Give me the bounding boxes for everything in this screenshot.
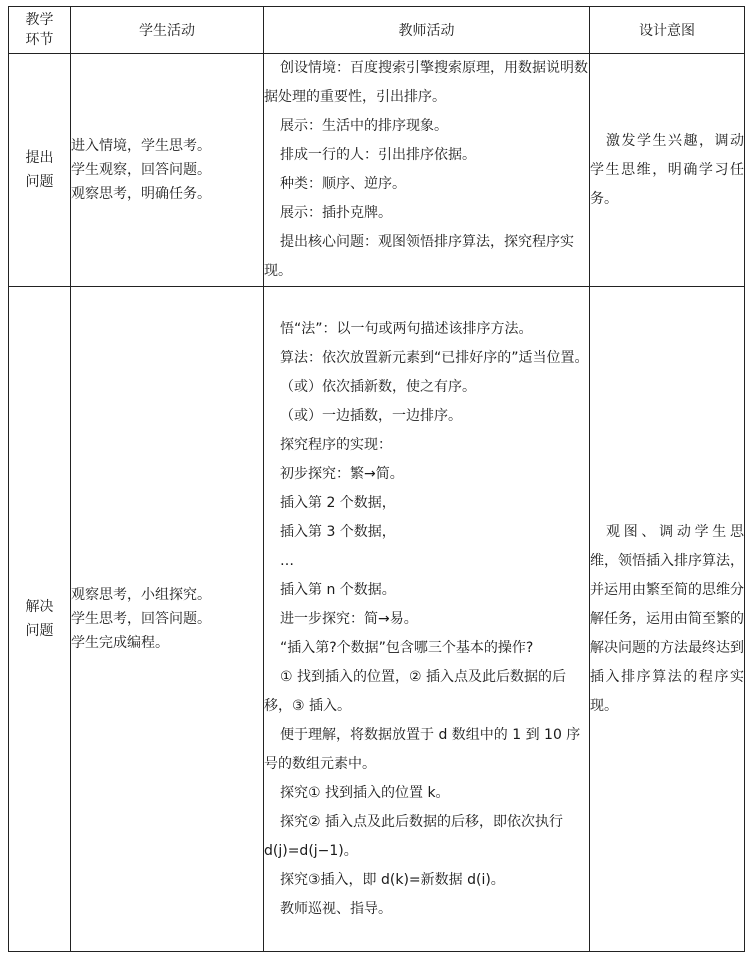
teacher-activity-line: 展示：生活中的排序现象。 (280, 118, 448, 134)
teacher-activity-line: 探究① 找到插入的位置 k。 (280, 784, 450, 801)
stage-cell: 提出 问题 (9, 54, 71, 287)
teacher-activity-line: 插入第 3 个数据， (280, 523, 396, 540)
teacher-activity-line: 便于理解，将数据放置于 d 数组中的 1 到 10 序号的数组元素中。 (264, 726, 581, 772)
table-row (9, 54, 745, 287)
teacher-activity-line: 探究② 插入点及此后数据的后移，即依次执行 d(j)=d(j−1)。 (264, 813, 563, 859)
teacher-activity-line: 初步探究：繁→简。 (280, 465, 404, 482)
teacher-activity-line: 探究程序的实现： (280, 436, 392, 453)
teacher-activity-line: 提出核心问题：观图领悟排序算法，探究程序实现。 (264, 234, 574, 279)
lesson-plan-table (8, 6, 745, 952)
table-row (9, 287, 745, 952)
teacher-activity-line: 排成一行的人：引出排序依据。 (280, 147, 476, 163)
teacher-activity-line: 创设情境：百度搜索引擎搜索原理，用数据说明数据处理的重要性，引出排序。 (264, 60, 588, 105)
header-student: 学生活动 (71, 7, 264, 54)
teacher-activity-line: 进一步探究：简→易。 (280, 610, 418, 627)
header-row (9, 7, 745, 54)
stage-cell: 解决 问题 (9, 287, 71, 952)
teacher-activity-line: ① 找到插入的位置，② 插入点及此后数据的后移，③ 插入。 (264, 668, 567, 714)
design-intent-cell (590, 287, 745, 952)
teacher-activity-line: （或）一边插数，一边排序。 (280, 407, 462, 424)
student-activity-line: 观察思考，小组探究。 (71, 587, 211, 603)
design-intent-cell (590, 54, 745, 287)
teacher-activity-line: 教师巡视、指导。 (280, 900, 392, 917)
student-activity-line: 观察思考，明确任务。 (71, 186, 211, 202)
teacher-activity-line: 插入第 2 个数据， (280, 494, 396, 511)
teacher-activity-line: 种类：顺序、逆序。 (280, 176, 406, 192)
student-activity-cell (71, 287, 264, 952)
header-stage: 教学 环节 (9, 7, 71, 54)
teacher-activity-line: 悟“法”：以一句或两句描述该排序方法。 (280, 320, 533, 337)
teacher-activity-line: （或）依次插新数，使之有序。 (280, 378, 476, 395)
design-intent-text: 观图、调动学生思维，领悟插入排序算法，并运用由繁至简的思维分解任务，运用由简至繁的解决问题的方法最终达到插入排序算法的程序实现。 (590, 523, 744, 714)
teacher-activity-line: 插入第 n 个数据。 (280, 581, 396, 598)
design-intent-text: 激发学生兴趣，调动学生思维，明确学习任务。 (590, 132, 744, 207)
teacher-activity-cell (264, 54, 590, 287)
student-activity-cell (71, 54, 264, 287)
teacher-activity-line: … (280, 552, 294, 569)
teacher-activity-line: 探究③插入，即 d(k)=新数据 d(i)。 (280, 871, 505, 888)
header-intent: 设计意图 (590, 7, 745, 54)
header-teacher: 教师活动 (264, 7, 590, 54)
student-activity-line: 学生思考，回答问题。 (71, 611, 211, 627)
teacher-activity-line: 算法：依次放置新元素到“已排好序的”适当位置。 (280, 349, 589, 366)
teacher-activity-cell (264, 287, 590, 952)
student-activity-line: 学生观察，回答问题。 (71, 162, 211, 178)
teacher-activity-line: 展示：插扑克牌。 (280, 205, 392, 221)
teacher-activity-line: “插入第?个数据”包含哪三个基本的操作? (280, 639, 534, 656)
student-activity-line: 学生完成编程。 (71, 635, 169, 651)
student-activity-line: 进入情境，学生思考。 (71, 138, 211, 154)
